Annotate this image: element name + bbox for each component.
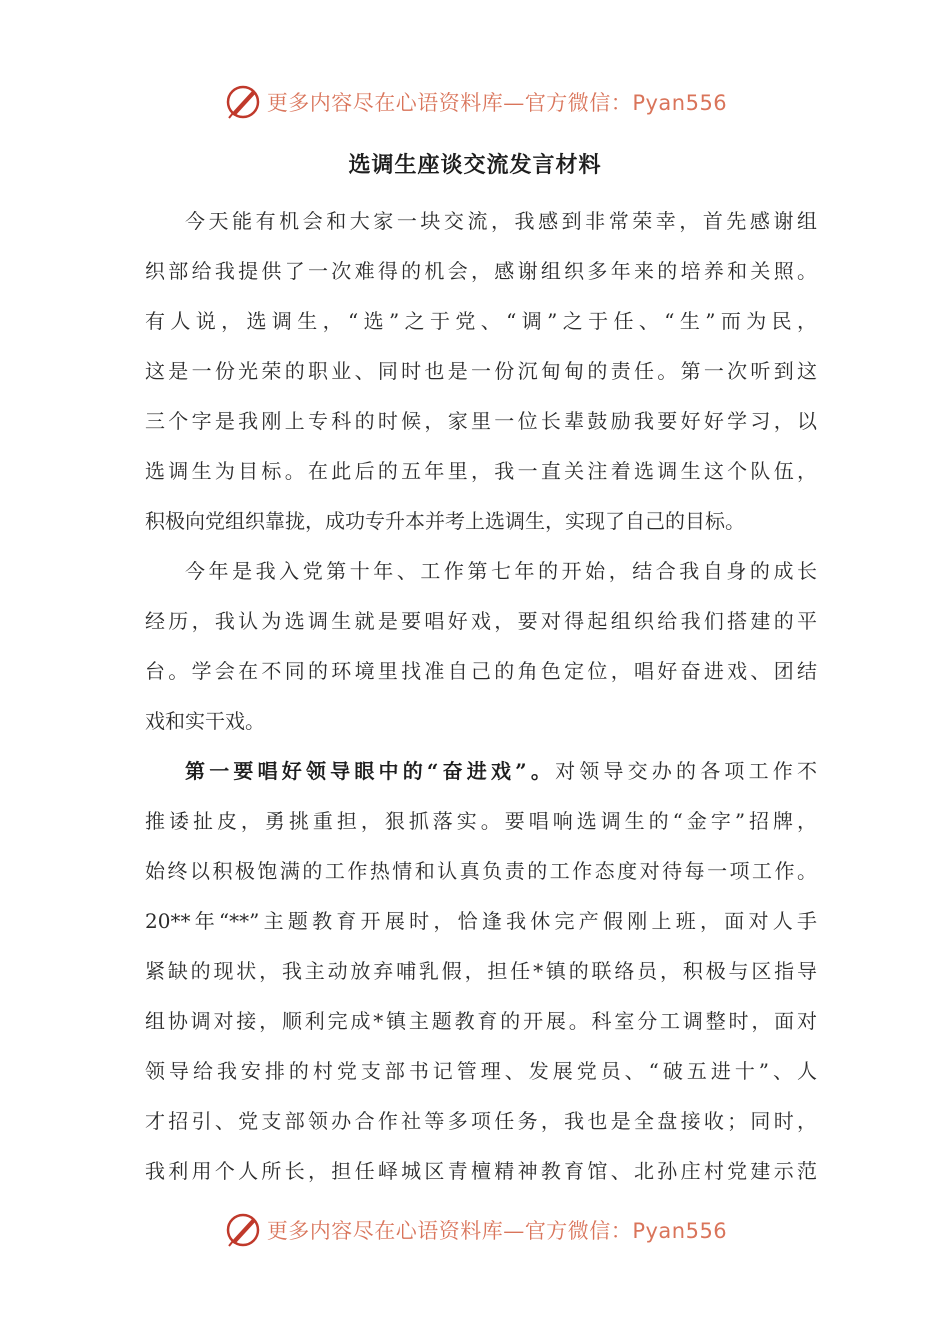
paragraph-line: 台。学会在不同的环境里找准自己的角色定位，唱好奋进戏、团结 [145, 659, 817, 683]
section-heading: 第一要唱好领导眼中的“奋进戏”。 [185, 759, 556, 783]
paragraph-text: 对领导交办的各项工作不 [555, 759, 817, 783]
quill-logo-icon [223, 82, 263, 122]
paragraph-line: 戏和实干戏。 [145, 709, 265, 733]
document-title: 选调生座谈交流发言材料 [348, 152, 602, 178]
paragraph-line: 织部给我提供了一次难得的机会，感谢组织多年来的培养和关照。 [145, 259, 817, 283]
paragraph-line: 有人说，选调生，“选”之于党、“调”之于任、“生”而为民， [145, 309, 817, 333]
paragraph-line: 20**年“**”主题教育开展时，恰逢我休完产假刚上班，面对人手 [145, 909, 817, 933]
paragraph-line: 领导给我安排的村党支部书记管理、发展党员、“破五进十”、人 [145, 1059, 817, 1083]
watermark-text: 更多内容尽在心语资料库—官方微信：Pyan556 [266, 91, 728, 115]
watermark-header [0, 80, 950, 124]
paragraph-line: 经历，我认为选调生就是要唱好戏，要对得起组织给我们搭建的平 [145, 609, 817, 633]
paragraph-line: 推诿扯皮，勇挑重担，狠抓落实。要唱响选调生的“金字”招牌， [145, 809, 817, 833]
quill-logo-icon [223, 1210, 263, 1250]
paragraph-line: 今天能有机会和大家一块交流，我感到非常荣幸，首先感谢组 [185, 209, 817, 233]
paragraph-line: 始终以积极饱满的工作热情和认真负责的工作态度对待每一项工作。 [145, 859, 817, 883]
paragraph-line: 选调生为目标。在此后的五年里，我一直关注着选调生这个队伍， [145, 459, 817, 483]
paragraph-line [145, 746, 817, 796]
paragraph-line: 组协调对接，顺利完成*镇主题教育的开展。科室分工调整时，面对 [145, 1009, 817, 1033]
paragraph-line: 紧缺的现状，我主动放弃哺乳假，担任*镇的联络员，积极与区指导 [145, 959, 817, 983]
paragraph-line: 积极向党组织靠拢，成功专升本并考上选调生，实现了自己的目标。 [145, 509, 745, 533]
watermark-text: 更多内容尽在心语资料库—官方微信：Pyan556 [266, 1219, 728, 1243]
paragraph-line: 三个字是我刚上专科的时候，家里一位长辈鼓励我要好好学习，以 [145, 409, 817, 433]
paragraph-line: 今年是我入党第十年、工作第七年的开始，结合我自身的成长 [185, 559, 817, 583]
paragraph-line: 这是一份光荣的职业、同时也是一份沉甸甸的责任。第一次听到这 [145, 359, 817, 383]
watermark-footer [0, 1208, 950, 1252]
paragraph-line: 才招引、党支部领办合作社等多项任务，我也是全盘接收；同时， [145, 1109, 817, 1133]
paragraph-line: 我利用个人所长，担任峄城区青檀精神教育馆、北孙庄村党建示范 [145, 1159, 817, 1183]
document-body [145, 196, 817, 1196]
